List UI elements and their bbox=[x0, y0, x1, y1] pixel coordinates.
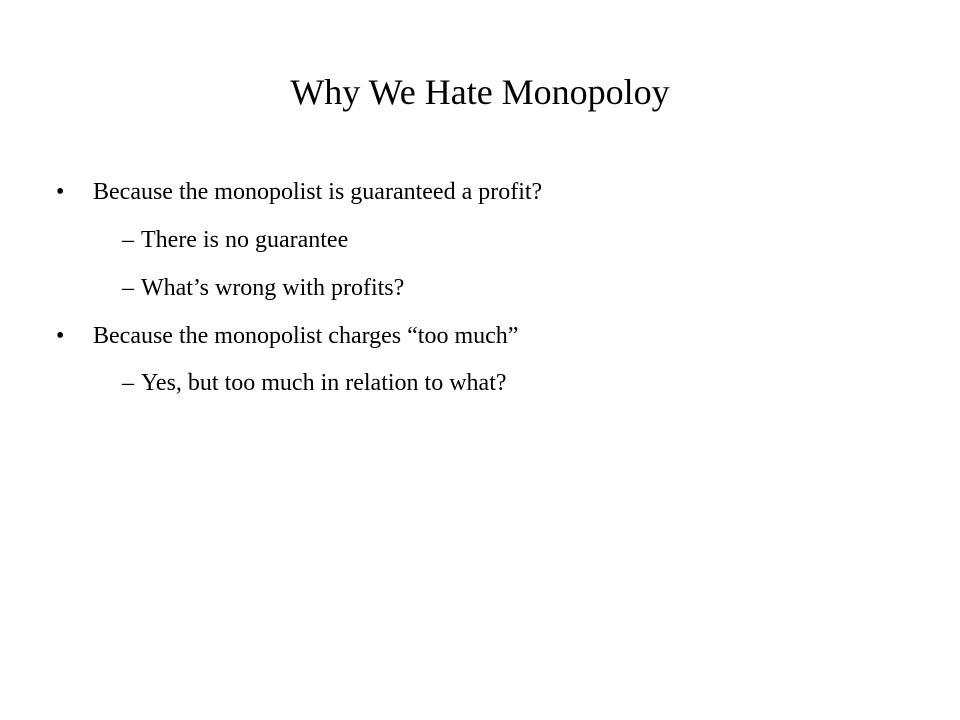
sub-bullet-item bbox=[122, 363, 507, 403]
slide-title: Why We Hate Monopoloy bbox=[290, 72, 670, 112]
sub-bullet-text: What’s wrong with profits? bbox=[141, 275, 405, 301]
bullet-marker: • bbox=[56, 179, 65, 205]
bullet-item bbox=[56, 316, 518, 356]
dash-marker: – bbox=[122, 275, 134, 301]
dash-marker: – bbox=[122, 370, 134, 396]
sub-bullet-item bbox=[122, 220, 348, 260]
bullet-text: Because the monopolist is guaranteed a profit? bbox=[93, 179, 543, 205]
bullet-text: Because the monopolist charges “too much” bbox=[93, 323, 519, 349]
sub-bullet-text: There is no guarantee bbox=[141, 227, 349, 253]
sub-bullet-item bbox=[122, 268, 404, 308]
bullet-item bbox=[56, 172, 542, 212]
bullet-marker: • bbox=[56, 323, 65, 349]
sub-bullet-text: Yes, but too much in relation to what? bbox=[141, 370, 507, 396]
dash-marker: – bbox=[122, 227, 134, 253]
